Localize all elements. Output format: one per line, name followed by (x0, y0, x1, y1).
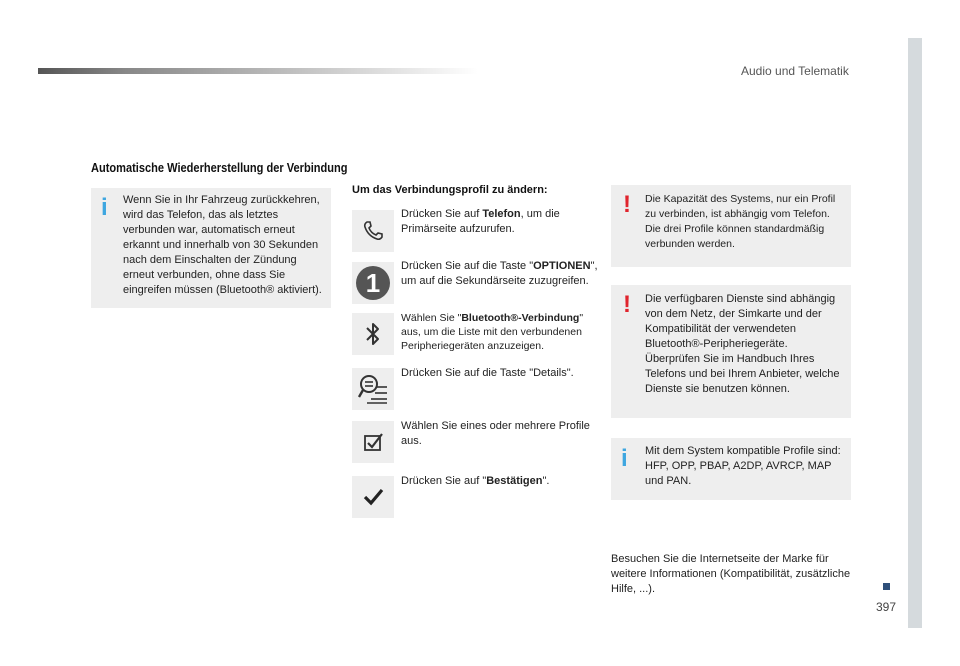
step-1-text: Drücken Sie auf Telefon, um die Primärseite aufzurufen. (401, 208, 560, 235)
warning-note-2-text: Die verfügbaren Dienste sind abhängig von dem Netz, der Simkarte und der Kompatibilität der verwendeten Bluetooth®-Peripheriegeräte. Überprüfen Sie im Handbuch Ihres Telefons und bei Ihrem Anbieter, welche Dienste sie benutzen können. (645, 293, 840, 395)
warning-note-1 (611, 185, 851, 267)
step-number-icon (352, 262, 394, 304)
phone-icon (352, 210, 394, 252)
warning-icon: ! (623, 291, 631, 318)
confirm-check-icon (352, 476, 394, 518)
step-4-text: Drücken Sie auf die Taste "Details". (401, 367, 574, 379)
step-6-text: Drücken Sie auf "Bestätigen". (401, 475, 550, 487)
page-marker (883, 583, 890, 590)
info-note-profiles (611, 438, 851, 500)
left-info-note (91, 188, 331, 308)
info-note-profiles-text: Mit dem System kompatible Profile sind: HFP, OPP, PBAP, A2DP, AVRCP, MAP und PAN. (645, 445, 841, 487)
left-info-text: Wenn Sie in Ihr Fahrzeug zurückkehren, wird das Telefon, das als letztes verbunden war, automatisch erneut erkannt und innerhalb von 30 Sekunden nach dem Einschalten der Zündung erneut verbunden, ohne dass Sie eingreifen müssen (Bluetooth® aktiviert). (123, 194, 322, 296)
info-icon: i (101, 194, 108, 221)
header-gradient-bar (38, 68, 478, 74)
warning-note-1-text: Die Kapazität des Systems, nur ein Profil zu verbinden, ist abhängig vom Telefon. Die drei Profile können standardmäßig verbunden werden. (645, 193, 836, 250)
steps-heading: Um das Verbindungsprofil zu ändern: (352, 184, 548, 196)
step-3-text: Wählen Sie "Bluetooth®-Verbindung" aus, um die Liste mit den verbundenen Peripheriegeräten anzuzeigen. (401, 312, 584, 352)
section-heading: Automatische Wiederherstellung der Verbindung (91, 160, 348, 175)
website-hint-text: Besuchen Sie die Internetseite der Marke für weitere Informationen (Kompatibilität, zusätzliche Hilfe, ...). (611, 553, 851, 595)
info-icon: i (621, 445, 628, 472)
page-number: 397 (876, 600, 897, 614)
details-search-icon (352, 368, 394, 410)
step-5-text: Wählen Sie eines oder mehrere Profile aus. (401, 420, 590, 447)
checkbox-select-icon (352, 421, 394, 463)
step-2-text: Drücken Sie auf die Taste "OPTIONEN", um auf die Sekundärseite zuzugreifen. (401, 260, 598, 287)
section-title: Audio und Telematik (741, 64, 849, 78)
page-edge-strip (908, 38, 922, 628)
warning-icon: ! (623, 191, 631, 218)
bluetooth-icon (352, 313, 394, 355)
warning-note-2 (611, 285, 851, 418)
step-number: 1 (365, 267, 381, 298)
